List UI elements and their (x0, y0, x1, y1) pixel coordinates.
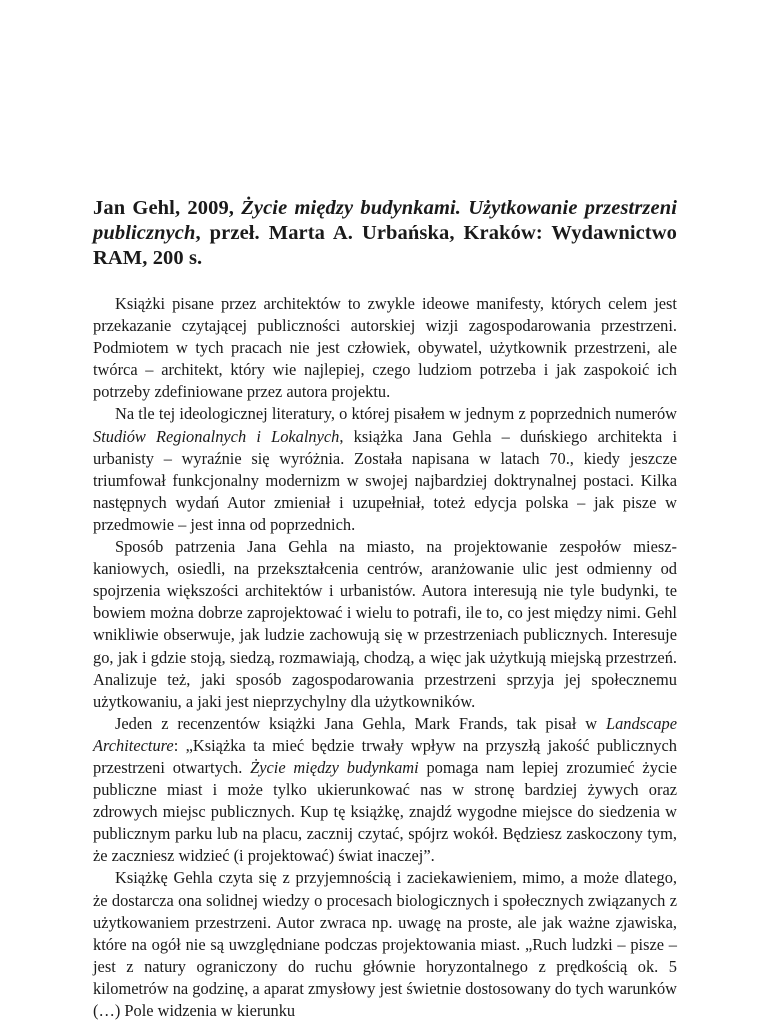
heading-book-title: Życie między budynkami. Użytkowanie przestrzeni publicznych (93, 197, 677, 244)
heading-publication-info: , przeł. Marta A. Urbańska, Kraków: Wydawnictwo RAM, 200 s. (93, 222, 677, 269)
paragraph-4 (93, 713, 677, 868)
paragraph-4-text-b: : „Książka ta mieć będzie trwały wpływ na przyszłą jakość publicznych przestrzeni otwartych. (93, 735, 677, 777)
paragraph-2 (93, 403, 677, 536)
paragraph-2-text-a: Na tle tej ideologicznej literatury, o której pisałem w jednym z poprzednich numerów (115, 404, 677, 424)
page-content (93, 196, 677, 1022)
review-heading (93, 196, 677, 271)
paragraph-4-text-a: Jeden z recenzentów książki Jana Gehla, Mark Frands, tak pisał w (115, 713, 606, 733)
book-title-inline: Życie między budynkami (250, 757, 419, 777)
journal-title: Studiów Regionalnych i Lokalnych (93, 426, 340, 446)
paragraph-3: Sposób patrzenia Jana Gehla na miasto, na projektowanie zespołów mieszkaniowych, osiedli, na przekształcenia centrów, aranżowanie ulic jest odmienny od spojrzenia większości architektów i urbanistów. Autora interesują nie tyle budynki, te bowiem można dobrze zaprojektować i wielu to potrafi, ile to, co jest między nimi. Gehl wnikliwie obserwuje, jak ludzie zachowują się w przestrzeniach publicznych. Interesuje go, jak i gdzie stoją, siedzą, rozmawiają, chodzą, a więc jak użytkują miejską przestrzeń. Analizuje też, jaki sposób zagospodarowania przestrzeni sprzyja jej społecznemu użytkowaniu, a jaki jest nieprzychylny dla użytkowników. (93, 537, 677, 711)
paragraph-1: Książki pisane przez architektów to zwykle ideowe manifesty, których celem jest przekazanie czytającej publiczności autorskiej wizji zagospodarowania przestrzeni. Podmiotem w tych pracach nie jest człowiek, obywatel, użytkownik przestrzeni, ale twórca – architekt, który wie najlepiej, czego ludziom potrzeba i jak zaspokoić ich potrzeby zdefiniowane przez autora projektu. (93, 294, 677, 402)
paragraph-5: Książkę Gehla czyta się z przyjemnością i zaciekawieniem, mimo, a może dlatego, że dostarcza ona solidnej wiedzy o procesach biologicznych i społecznych związanych z użytkowaniem przestrzeni. Autor zwraca np. uwagę na proste, ale jak ważne zjawiska, które na ogół nie są uwzględniane podczas projektowania miast. „Ruch ludzki – pisze – jest z natury ograniczony do ruchu głównie horyzontalnego z prędkością ok. 5 kilometrów na godzinę, a aparat zmysłowy jest świetnie dostosowany do tych warunków (…) Pole widzenia w kierunku (93, 868, 677, 1020)
heading-author-year: Jan Gehl, 2009, (93, 197, 242, 219)
paragraph-4-text-c: pomaga nam lepiej zrozumieć życie publiczne miast i może tylko ukierunkować nas w stronę bardziej żywych oraz zdrowych miejsc publicznych. Kup tę książkę, znajdź wygodne miejsce do siedzenia w publicznym parku lub na placu, zacznij czytać, spójrz wokół. Będziesz zaskoczony tym, że zaczniesz widzieć (i projektować) świat inaczej”. (93, 757, 678, 866)
review-body (93, 293, 677, 1022)
paragraph-2-text-b: , książka Jana Gehla – duńskiego architekta i urbanisty – wyraźnie się wyróżnia. Została napisana w latach 70., kiedy jeszcze triumfował funkcjonalny modernizm w swojej najbardziej doktrynalnej postaci. Kilka następnych wydań Autor zmieniał i uzupełniał, toteż edycja polska – jak pisze w przedmowie – jest inna od poprzednich. (93, 426, 678, 534)
magazine-title: Landscape Architecture (93, 713, 677, 755)
